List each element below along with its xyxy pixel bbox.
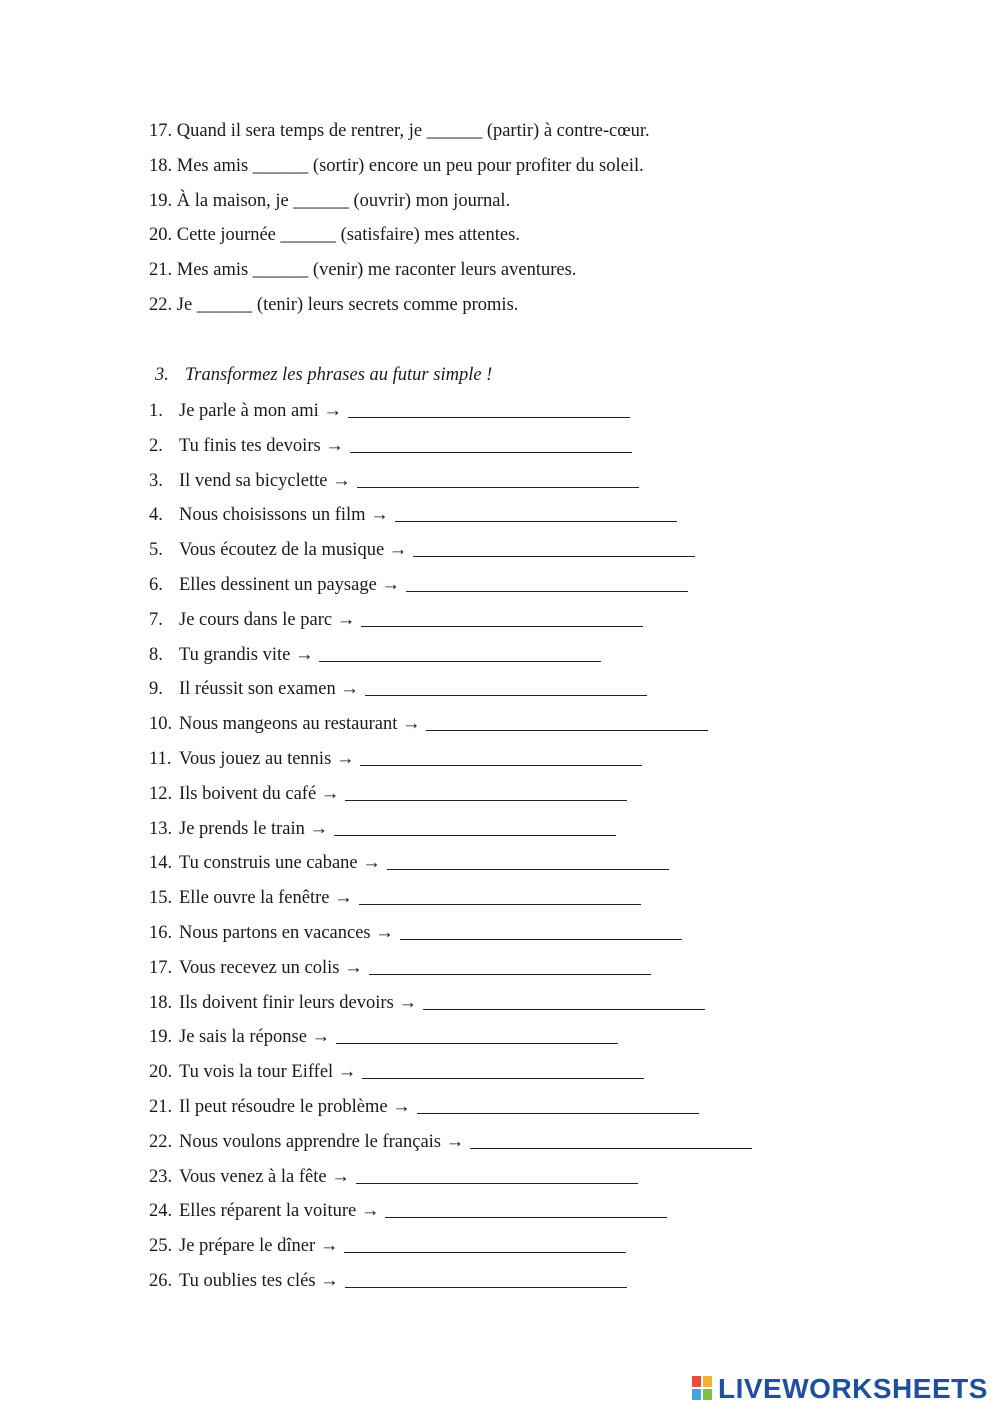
item-sentence: Tu grandis vite → — [179, 644, 314, 665]
item-number: 1. — [149, 401, 163, 421]
exercise-3-list — [149, 395, 752, 1300]
item-number: 6. — [149, 574, 163, 595]
item-sentence: Je prends le train → — [179, 818, 328, 839]
item-sentence: Ils boivent du café → — [179, 783, 340, 804]
exercise-item — [149, 987, 752, 1022]
item-sentence: Vous jouez au tennis → — [179, 748, 355, 769]
exercise-line: 21. Mes amis ______ (venir) me raconter leurs aventures. — [149, 260, 577, 281]
exercise-item — [149, 917, 752, 952]
answer-blank[interactable] — [319, 641, 601, 662]
item-number: 14. — [149, 853, 173, 874]
answer-blank[interactable] — [413, 536, 695, 557]
exercise-item — [149, 1056, 752, 1091]
exercise-item — [149, 1161, 752, 1196]
item-sentence: Elles réparent la voiture → — [179, 1201, 380, 1222]
liveworksheets-logo — [692, 1374, 988, 1404]
answer-blank[interactable] — [336, 1023, 618, 1044]
exercise-item — [149, 639, 752, 674]
item-sentence: Il vend sa bicyclette → — [179, 470, 351, 491]
item-sentence: Je prépare le dîner → — [179, 1236, 339, 1257]
item-sentence: Tu oublies tes clés → — [179, 1270, 339, 1291]
item-number: 26. — [149, 1270, 173, 1291]
item-sentence: Nous partons en vacances → — [179, 922, 394, 943]
exercise-item — [149, 499, 752, 534]
exercise-line: 17. Quand il sera temps de rentrer, je ______ (partir) à contre-cœur. — [149, 121, 650, 141]
item-sentence: Tu finis tes devoirs → — [179, 435, 344, 456]
item-sentence: Ils doivent finir leurs devoirs → — [179, 992, 417, 1013]
answer-blank[interactable] — [360, 745, 642, 766]
answer-blank[interactable] — [345, 1267, 627, 1288]
exercise-item — [149, 1230, 752, 1265]
liveworksheets-logo-icon — [692, 1376, 714, 1402]
item-sentence: Il réussit son examen → — [179, 679, 359, 700]
exercise-item — [149, 430, 752, 465]
exercise-line: 19. À la maison, je ______ (ouvrir) mon journal. — [149, 190, 511, 211]
answer-blank[interactable] — [395, 501, 677, 522]
answer-blank[interactable] — [365, 675, 647, 696]
item-number: 17. — [149, 957, 173, 978]
item-number: 7. — [149, 609, 163, 630]
item-sentence: Je cours dans le parc → — [179, 609, 356, 630]
exercise-item — [149, 604, 752, 639]
answer-blank[interactable] — [362, 1058, 644, 1079]
exercise-item — [149, 1265, 752, 1300]
answer-blank[interactable] — [387, 849, 669, 870]
item-sentence: Nous choisissons un film → — [179, 505, 389, 526]
answer-blank[interactable] — [348, 397, 630, 418]
item-number: 10. — [149, 714, 173, 735]
item-sentence: Nous mangeons au restaurant → — [179, 714, 421, 735]
exercise-item — [149, 465, 752, 500]
exercise-item — [149, 1091, 752, 1126]
item-sentence: Il peut résoudre le problème → — [179, 1096, 411, 1117]
answer-blank[interactable] — [345, 780, 627, 801]
item-number: 20. — [149, 1062, 173, 1083]
exercise-item — [149, 882, 752, 917]
item-sentence: Je sais la réponse → — [179, 1027, 331, 1048]
item-number: 2. — [149, 435, 163, 456]
item-number: 19. — [149, 1027, 173, 1048]
answer-blank[interactable] — [417, 1093, 699, 1114]
item-number: 16. — [149, 922, 173, 943]
answer-blank[interactable] — [423, 989, 705, 1010]
exercise-3-title: Transformez les phrases au futur simple ! — [185, 365, 493, 385]
item-sentence: Je parle à mon ami → — [179, 401, 342, 421]
item-number: 13. — [149, 818, 173, 839]
item-number: 11. — [149, 748, 172, 769]
exercise-item — [149, 743, 752, 778]
exercise-3-number: 3. — [155, 365, 169, 385]
item-number: 9. — [149, 679, 163, 700]
answer-blank[interactable] — [426, 710, 708, 731]
exercise-item — [149, 1021, 752, 1056]
item-number: 8. — [149, 644, 163, 665]
answer-blank[interactable] — [334, 815, 616, 836]
answer-blank[interactable] — [357, 467, 639, 488]
answer-blank[interactable] — [361, 606, 643, 627]
item-sentence: Nous voulons apprendre le français → — [179, 1131, 465, 1152]
exercise-item — [149, 1195, 752, 1230]
exercise-line: 20. Cette journée ______ (satisfaire) mes attentes. — [149, 225, 520, 246]
answer-blank[interactable] — [385, 1197, 667, 1218]
answer-blank[interactable] — [406, 571, 688, 592]
item-number: 12. — [149, 783, 173, 804]
answer-blank[interactable] — [359, 884, 641, 905]
exercise-item — [149, 534, 752, 569]
item-sentence: Elle ouvre la fenêtre → — [179, 888, 353, 909]
item-number: 18. — [149, 992, 173, 1013]
exercise-item — [149, 1126, 752, 1161]
item-number: 5. — [149, 540, 163, 561]
item-number: 3. — [149, 470, 163, 491]
item-sentence: Tu construis une cabane → — [179, 853, 381, 874]
item-number: 24. — [149, 1201, 173, 1222]
answer-blank[interactable] — [470, 1128, 752, 1149]
exercise-line: 18. Mes amis ______ (sortir) encore un peu pour profiter du soleil. — [149, 155, 644, 176]
item-sentence: Vous recevez un colis → — [179, 957, 363, 978]
item-sentence: Elles dessinent un paysage → — [179, 574, 400, 595]
answer-blank[interactable] — [350, 432, 632, 453]
exercise-2-lines — [149, 117, 650, 326]
answer-blank[interactable] — [369, 954, 651, 975]
answer-blank[interactable] — [344, 1232, 626, 1253]
item-number: 15. — [149, 888, 173, 909]
exercise-item — [149, 952, 752, 987]
exercise-item — [149, 708, 752, 743]
item-number: 23. — [149, 1166, 173, 1187]
item-number: 21. — [149, 1096, 173, 1117]
liveworksheets-logo-text: LIVEWORKSHEETS — [718, 1373, 988, 1404]
exercise-3-heading — [155, 361, 492, 389]
exercise-item — [149, 813, 752, 848]
exercise-item — [149, 569, 752, 604]
item-number: 4. — [149, 505, 163, 526]
item-number: 25. — [149, 1236, 173, 1257]
item-sentence: Tu vois la tour Eiffel → — [179, 1062, 357, 1083]
item-number: 22. — [149, 1131, 173, 1152]
answer-blank[interactable] — [356, 1163, 638, 1184]
item-sentence: Vous écoutez de la musique → — [179, 540, 408, 561]
exercise-item — [149, 778, 752, 813]
item-sentence: Vous venez à la fête → — [179, 1166, 350, 1187]
exercise-item — [149, 673, 752, 708]
exercise-line: 22. Je ______ (tenir) leurs secrets comme promis. — [149, 294, 519, 315]
answer-blank[interactable] — [400, 919, 682, 940]
exercise-item — [149, 847, 752, 882]
exercise-item — [149, 395, 752, 430]
